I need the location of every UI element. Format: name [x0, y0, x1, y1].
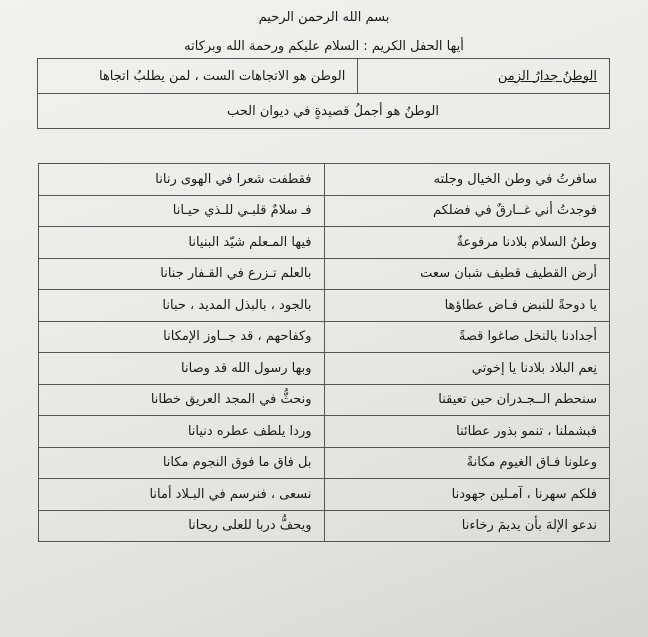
poem-verse-second-half: نسعى ، فنرسم في البـلاد أمانا	[39, 479, 325, 511]
poem-verse-second-half: فقطفت شعرا في الهوى رنانا	[39, 164, 325, 196]
poem-verse-first-half: نِعم البلاد بلادنا يا إخوتي	[324, 353, 610, 385]
poem-verse-first-half: فوجدتُ أني غــارقٌ في فضلكم	[324, 195, 610, 227]
poem-verse-first-half: سنحطم الــجـدران حين تعيقنا	[324, 384, 610, 416]
poem-verse-first-half: أجدادنا بالنخل صاغوا قصةً	[324, 321, 610, 353]
poem-row	[39, 510, 610, 542]
intro-row	[38, 59, 610, 94]
intro-cell-full: الوطنُ هو أجملُ قصيدةٍ في ديوان الحب	[38, 94, 610, 129]
poem-verse-first-half: فبشملنا ، تنمو بذور عطائنا	[324, 416, 610, 448]
poem-verse-first-half: فلكم سهرنا ، آمـلين جهودنا	[324, 479, 610, 511]
poem-row	[39, 227, 610, 259]
poem-verse-second-half: بالعلم تـزرع في القـفار جنانا	[39, 258, 325, 290]
poem-table	[38, 163, 610, 542]
poem-verse-second-half: وردا يلطف عطره دنيانا	[39, 416, 325, 448]
poem-verse-second-half: ونحثُّ في المجد العريق خطانا	[39, 384, 325, 416]
intro-table	[37, 58, 610, 129]
poem-row	[39, 416, 610, 448]
poem-row	[39, 290, 610, 322]
poem-row	[39, 479, 610, 511]
intro-row	[38, 94, 610, 129]
poem-verse-second-half: ويحفُّ دربا للعلى ريحانا	[39, 510, 325, 542]
poem-row	[39, 258, 610, 290]
poem-row	[39, 384, 610, 416]
intro-cell-right: الوطنُ جدارُ الزمن	[358, 59, 610, 94]
poem-verse-second-half: فيها المـعلم شيّد البنيانا	[39, 227, 325, 259]
poem-verse-first-half: أرض القطيف قطيف شبان سعت	[324, 258, 610, 290]
poem-verse-second-half: بالجود ، بالبذل المديد ، حبانا	[39, 290, 325, 322]
poem-row	[39, 447, 610, 479]
poem-verse-second-half: وكفاحهم ، قد جــاوز الإمكانا	[39, 321, 325, 353]
basmala: بسم الله الرحمن الرحيم	[258, 10, 390, 25]
poem-verse-second-half: فـ سلامٌ قلبـي للـذي حيـانا	[39, 195, 325, 227]
intro-cell-left: الوطن هو الاتجاهات الست ، لمن يطلبُ اتجاها	[38, 59, 358, 94]
poem-verse-first-half: ندعو الإلهَ بأن يديمَ رخاءنا	[324, 510, 610, 542]
poem-verse-first-half: يا دوحةً للنبض فـاض عطاؤها	[324, 290, 610, 322]
poem-verse-first-half: وطنُ السلام بلادنا مرفوعةٌ	[324, 227, 610, 259]
poem-row	[39, 164, 610, 196]
greeting: أيها الحفل الكريم : السلام عليكم ورحمة الله وبركاته	[184, 39, 464, 54]
poem-verse-first-half: سافرتُ في وطن الخيال وجلته	[324, 164, 610, 196]
poem-row	[39, 353, 610, 385]
poem-verse-second-half: وبها رسول الله قد وصانا	[39, 353, 325, 385]
poem-row	[39, 321, 610, 353]
poem-verse-first-half: وعلونا فـاق الغيوم مكانةً	[324, 447, 610, 479]
poem-verse-second-half: بل فاق ما فوق النجوم مكانا	[39, 447, 325, 479]
poem-row	[39, 195, 610, 227]
